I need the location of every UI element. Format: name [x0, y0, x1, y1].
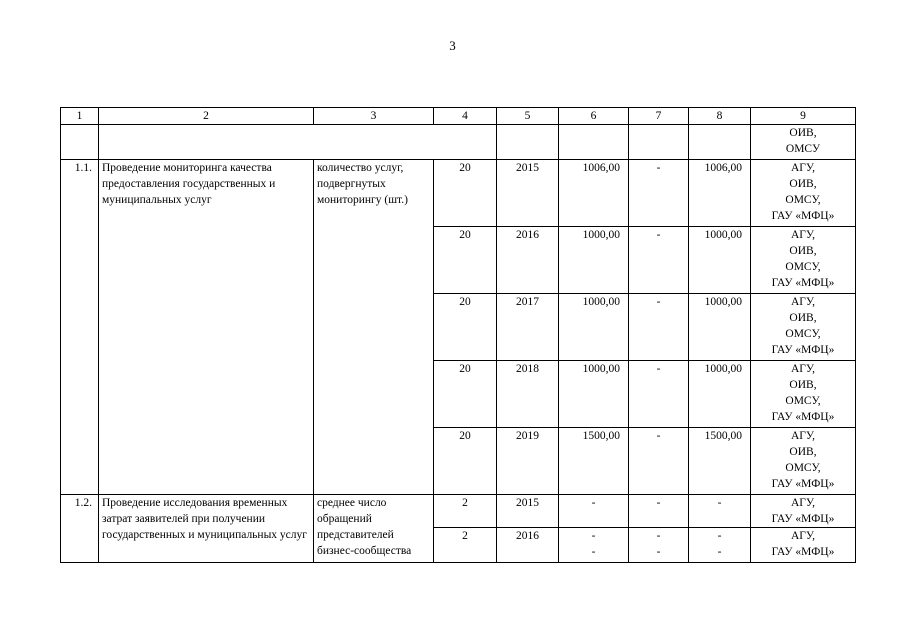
- table-row: [61, 160, 856, 227]
- header-cell: 4: [434, 108, 497, 125]
- amount-cell: 1000,00: [689, 227, 751, 294]
- executors-cell: АГУ, ОИВ, ОМСУ, ГАУ «МФЦ»: [751, 361, 856, 428]
- item-indicator: количество услуг, подвергнутых мониторингу (шт.): [314, 160, 434, 495]
- target-cell: 20: [434, 361, 497, 428]
- item-number: 1.1.: [61, 160, 99, 495]
- empty-cell: [497, 125, 559, 160]
- target-cell: 2: [434, 528, 497, 563]
- executors-cell: АГУ, ОИВ, ОМСУ, ГАУ «МФЦ»: [751, 294, 856, 361]
- amount-cell: 1006,00: [689, 160, 751, 227]
- executors-cell: ОИВ, ОМСУ: [751, 125, 856, 160]
- amount-cell: -: [689, 495, 751, 528]
- program-table: [60, 107, 856, 563]
- year-cell: 2016: [497, 528, 559, 563]
- executors-cell: АГУ, ГАУ «МФЦ»: [751, 528, 856, 563]
- header-cell: 9: [751, 108, 856, 125]
- year-cell: 2019: [497, 428, 559, 495]
- amount-cell: 1000,00: [689, 361, 751, 428]
- amount-cell: 1000,00: [559, 294, 629, 361]
- item-indicator: среднее число обращений представителей бизнес-сообщества: [314, 495, 434, 563]
- year-cell: 2016: [497, 227, 559, 294]
- item-number: 1.2.: [61, 495, 99, 563]
- amount-cell: -: [629, 227, 689, 294]
- amount-cell: - -: [629, 528, 689, 563]
- executors-cell: АГУ, ОИВ, ОМСУ, ГАУ «МФЦ»: [751, 428, 856, 495]
- header-cell: 1: [61, 108, 99, 125]
- target-cell: 2: [434, 495, 497, 528]
- header-cell: 2: [99, 108, 314, 125]
- amount-cell: -: [559, 495, 629, 528]
- amount-cell: - -: [689, 528, 751, 563]
- empty-cell: [559, 125, 629, 160]
- header-cell: 8: [689, 108, 751, 125]
- page-number: 3: [449, 38, 456, 53]
- amount-cell: -: [629, 428, 689, 495]
- amount-cell: - -: [559, 528, 629, 563]
- amount-cell: -: [629, 160, 689, 227]
- empty-cell: [99, 125, 497, 160]
- target-cell: 20: [434, 294, 497, 361]
- year-cell: 2017: [497, 294, 559, 361]
- target-cell: 20: [434, 227, 497, 294]
- executors-cell: АГУ, ОИВ, ОМСУ, ГАУ «МФЦ»: [751, 227, 856, 294]
- empty-cell: [61, 125, 99, 160]
- empty-cell: [689, 125, 751, 160]
- year-cell: 2018: [497, 361, 559, 428]
- amount-cell: 1500,00: [559, 428, 629, 495]
- amount-cell: -: [629, 294, 689, 361]
- amount-cell: 1000,00: [559, 361, 629, 428]
- header-cell: 7: [629, 108, 689, 125]
- item-name: Проведение исследования временных затрат заявителей при получении государственных и муниципальных услуг: [99, 495, 314, 563]
- empty-cell: [629, 125, 689, 160]
- header-row: [61, 108, 856, 125]
- header-cell: 6: [559, 108, 629, 125]
- target-cell: 20: [434, 428, 497, 495]
- table-row: [61, 495, 856, 528]
- amount-cell: 1006,00: [559, 160, 629, 227]
- amount-cell: -: [629, 361, 689, 428]
- executors-cell: АГУ, ОИВ, ОМСУ, ГАУ «МФЦ»: [751, 160, 856, 227]
- executors-cell: АГУ, ГАУ «МФЦ»: [751, 495, 856, 528]
- amount-cell: -: [629, 495, 689, 528]
- amount-cell: 1000,00: [559, 227, 629, 294]
- continuation-row: [61, 125, 856, 160]
- header-cell: 5: [497, 108, 559, 125]
- amount-cell: 1500,00: [689, 428, 751, 495]
- target-cell: 20: [434, 160, 497, 227]
- year-cell: 2015: [497, 495, 559, 528]
- amount-cell: 1000,00: [689, 294, 751, 361]
- header-cell: 3: [314, 108, 434, 125]
- year-cell: 2015: [497, 160, 559, 227]
- item-name: Проведение мониторинга качества предоставления государственных и муниципальных услуг: [99, 160, 314, 495]
